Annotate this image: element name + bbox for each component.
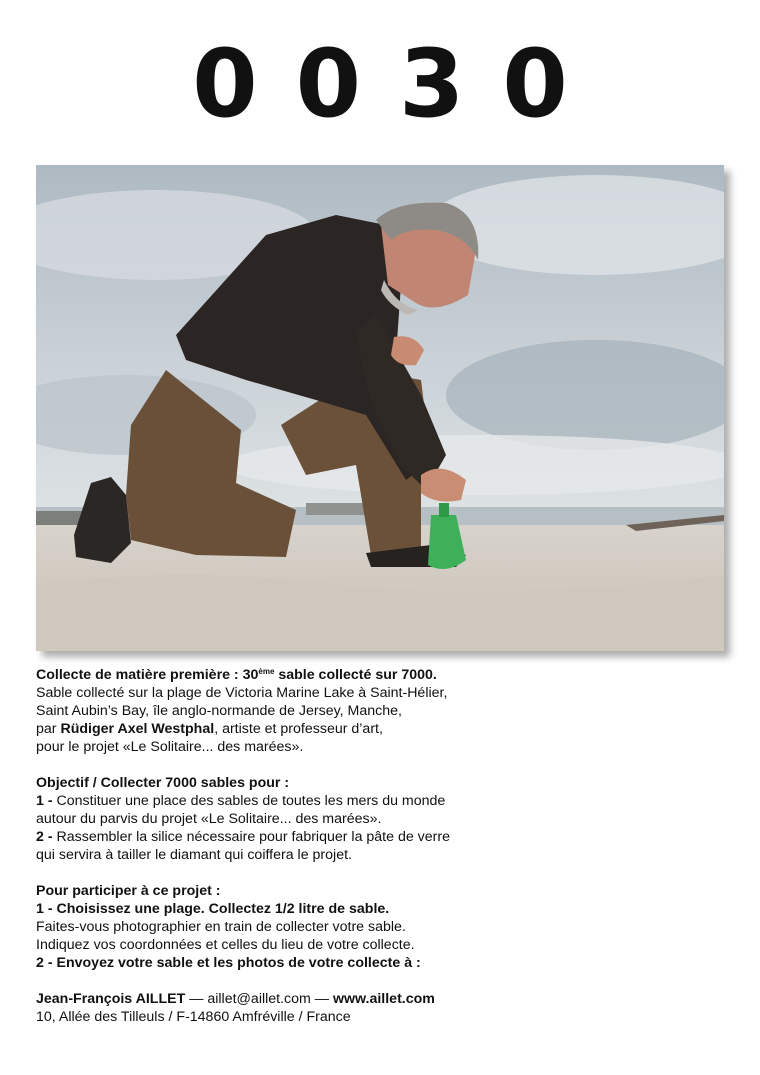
intro-line [36,720,726,738]
objective-item [36,792,726,810]
ordinal-superscript: ème [258,667,275,676]
contact-email[interactable]: aillet@aillet.com [207,991,311,1007]
contact-line [36,990,726,1008]
intro-line: pour le projet «Le Solitaire... des marées». [36,739,304,755]
participate-step: 2 - Envoyez votre sable et les photos de votre collecte à : [36,955,421,971]
photo [36,165,724,651]
contact-website[interactable]: www.aillet.com [332,991,435,1007]
heading-prefix: Collecte de matière première : 30 [36,667,259,683]
item-number: 2 - [36,829,53,845]
contact-name: Jean-François AILLET [36,991,186,1007]
intro-line: Sable collecté sur la plage de Victoria Marine Lake à Saint-Hélier, [36,685,448,701]
item-text: Constituer une place des sables de toutes les mers du monde [52,793,446,809]
item-number: 1 - [36,793,53,809]
objective-item-continued: autour du parvis du projet «Le Solitaire... des marées». [36,811,382,827]
objective-item [36,828,726,846]
participate-line: Faites-vous photographier en train de collecter votre sable. [36,919,406,935]
contact-address: 10, Allée des Tilleuls / F-14860 Amfréville / France [36,1009,351,1025]
separator: — [185,991,208,1007]
participate-line: Indiquez vos coordonnées et celles du lieu de votre collecte. [36,937,415,953]
participate-heading: Pour participer à ce projet : [36,883,221,899]
project-number: 0030 [192,30,606,139]
text-fragment: par [36,721,61,737]
separator: — [310,991,333,1007]
beach-sand-collector-photo [36,165,724,651]
artist-name: Rüdiger Axel Westphal [60,721,215,737]
objective-item-continued: qui servira à tailler le diamant qui coiffera le projet. [36,847,352,863]
heading-suffix: sable collecté sur 7000. [274,667,437,683]
participate-step: 1 - Choisissez une plage. Collectez 1/2 litre de sable. [36,901,390,917]
item-text: Rassembler la silice nécessaire pour fabriquer la pâte de verre [52,829,451,845]
text-fragment: , artiste et professeur d’art, [214,721,383,737]
description-text [36,666,726,1026]
objective-heading: Objectif / Collecter 7000 sables pour : [36,775,290,791]
intro-line: Saint Aubin’s Bay, île anglo-normande de Jersey, Manche, [36,703,402,719]
intro-heading [36,666,726,684]
